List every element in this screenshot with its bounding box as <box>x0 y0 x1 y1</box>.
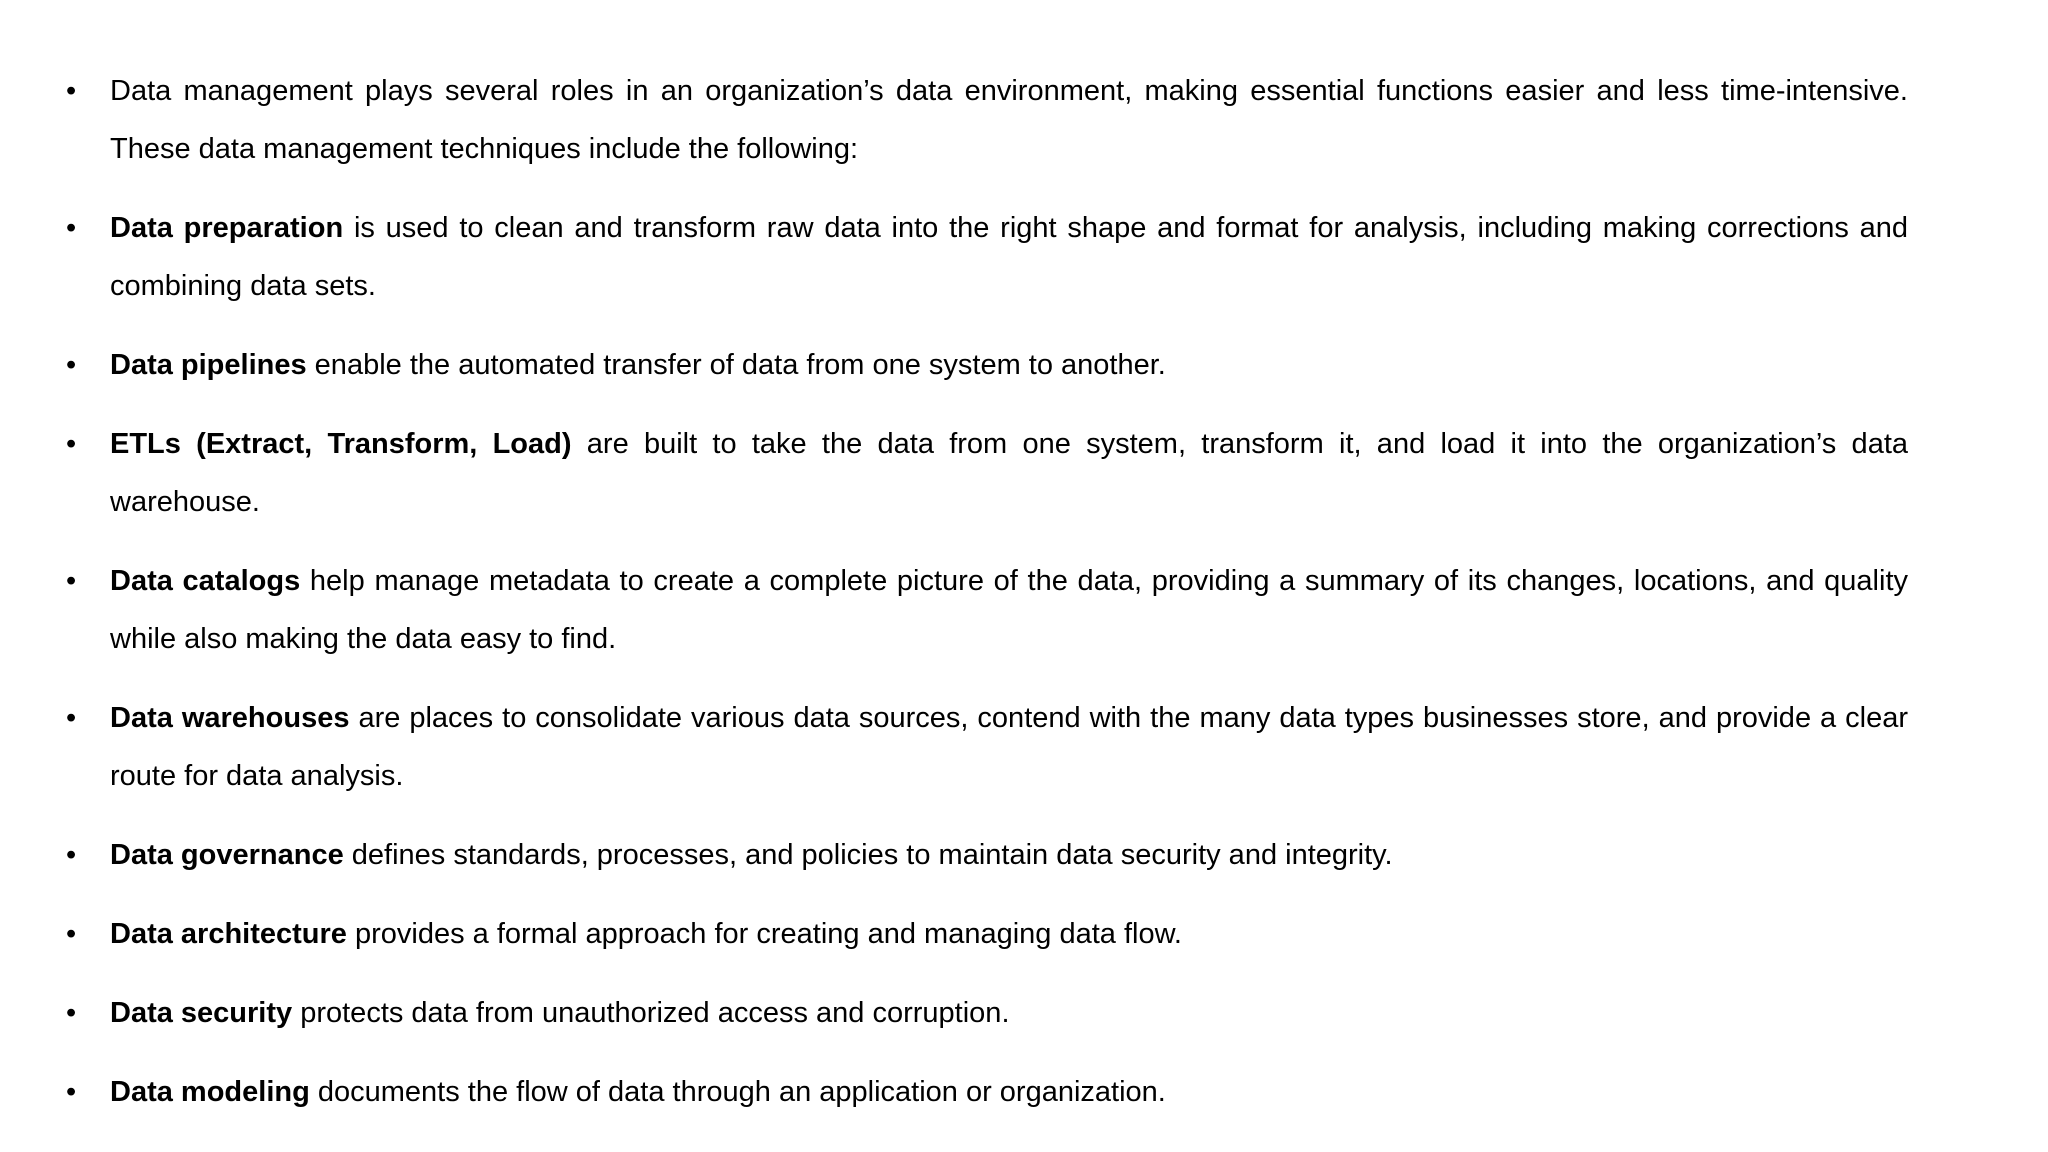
bullet-text <box>110 415 1908 531</box>
bullet-term: Data catalogs <box>110 565 301 597</box>
bullet-description: are places to consolidate various data sources, contend with the many data types businesses store, and provide a clear route for data analysis. <box>110 702 1909 792</box>
bullet-description: documents the flow of data through an application or organization. <box>309 1076 1166 1108</box>
bullet-item-data-modeling <box>66 1063 1908 1121</box>
bullet-item-etls <box>66 415 1908 531</box>
bullet-description: enable the automated transfer of data from one system to another. <box>306 349 1166 381</box>
bullet-icon: • <box>66 212 77 244</box>
bullet-description: help manage metadata to create a complete picture of the data, providing a summary of its changes, locations, and quality while also making the data easy to find. <box>110 565 1908 655</box>
bullet-item-intro <box>66 62 1908 178</box>
bullet-description: protects data from unauthorized access and corruption. <box>292 997 1010 1029</box>
bullet-item-data-catalogs <box>66 552 1908 668</box>
bullet-icon: • <box>66 918 77 950</box>
bullet-description: provides a formal approach for creating and managing data flow. <box>346 918 1182 950</box>
bullet-item-data-architecture <box>66 905 1908 963</box>
bullet-description: are built to take the data from one system, transform it, and load it into the organization’s data warehouse. <box>110 428 1909 518</box>
bullet-term: Data modeling <box>110 1076 310 1108</box>
bullet-icon: • <box>66 349 77 381</box>
bullet-list <box>66 62 1908 1142</box>
bullet-icon: • <box>66 565 77 597</box>
bullet-description: is used to clean and transform raw data into the right shape and format for analysis, including making corrections and combining data sets. <box>110 212 1908 302</box>
bullet-text <box>110 62 1908 178</box>
bullet-term: Data governance <box>110 839 344 871</box>
bullet-icon: • <box>66 839 77 871</box>
bullet-item-data-preparation <box>66 199 1908 315</box>
bullet-text <box>110 689 1908 805</box>
bullet-icon: • <box>66 428 77 460</box>
bullet-term: Data architecture <box>110 918 347 950</box>
bullet-item-data-security <box>66 984 1908 1042</box>
bullet-item-data-warehouses <box>66 689 1908 805</box>
bullet-term: Data security <box>110 997 293 1029</box>
bullet-text <box>110 336 1908 394</box>
bullet-description: defines standards, processes, and policies to maintain data security and integrity. <box>343 839 1393 871</box>
bullet-icon: • <box>66 75 77 107</box>
bullet-text <box>110 1063 1908 1121</box>
bullet-term: Data warehouses <box>110 702 350 734</box>
bullet-icon: • <box>66 702 77 734</box>
bullet-item-data-governance <box>66 826 1908 884</box>
bullet-icon: • <box>66 997 77 1029</box>
bullet-text <box>110 552 1908 668</box>
bullet-description: Data management plays several roles in an organization’s data environment, making essential functions easier and less time-intensive. These data management techniques include the following: <box>110 75 1908 165</box>
bullet-text <box>110 199 1908 315</box>
bullet-item-data-pipelines <box>66 336 1908 394</box>
bullet-term: ETLs (Extract, Transform, Load) <box>110 428 572 460</box>
bullet-term: Data preparation <box>110 212 344 244</box>
bullet-term: Data pipelines <box>110 349 307 381</box>
bullet-icon: • <box>66 1076 77 1108</box>
bullet-text <box>110 984 1908 1042</box>
bullet-text <box>110 826 1908 884</box>
bullet-text <box>110 905 1908 963</box>
